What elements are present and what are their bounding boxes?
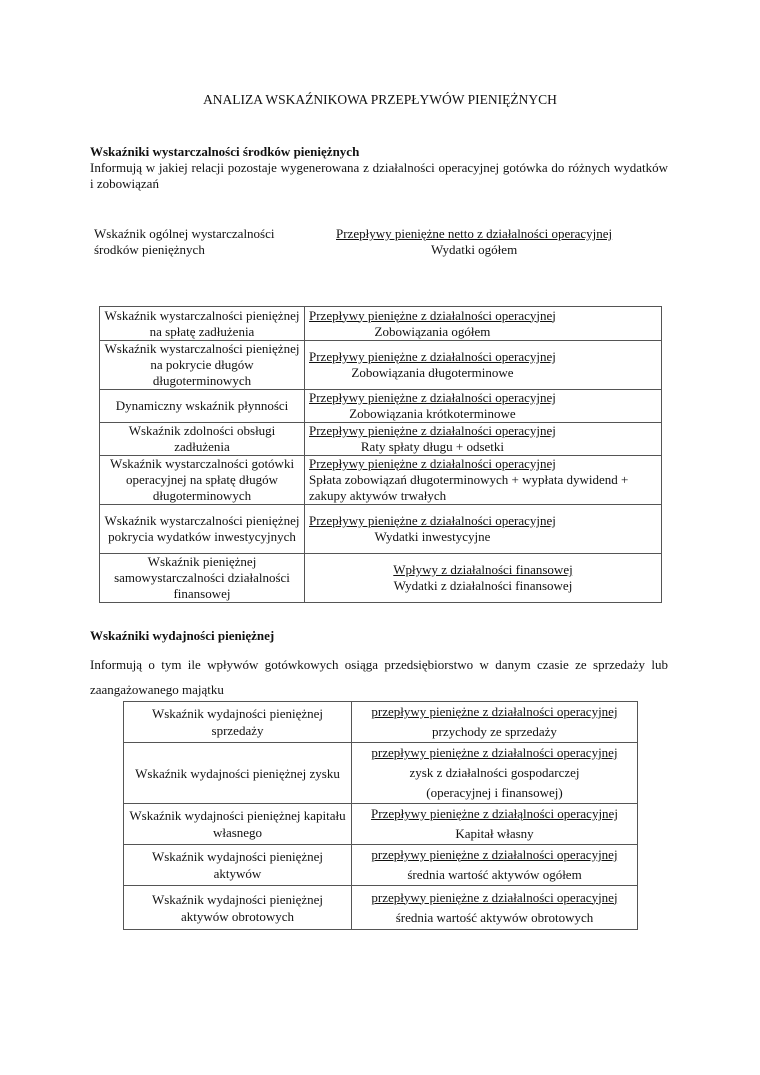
table-row xyxy=(100,456,662,505)
denominator: zysk z działalności gospodarczej (operacyjnej i finansowej) xyxy=(409,765,580,800)
formula-cell xyxy=(305,390,662,423)
formula-cell xyxy=(305,341,662,390)
numerator: Przepływy pieniężne netto z działalności operacyjnej xyxy=(336,226,613,241)
ratio-name: Wskaźnik pieniężnej samowystarczalności działalności finansowej xyxy=(100,554,305,603)
table-row xyxy=(124,804,638,845)
formula-cell xyxy=(352,845,638,886)
denominator: średnia wartość aktywów obrotowych xyxy=(395,909,594,925)
general-ratio-name-line2: środków pieniężnych xyxy=(94,242,205,257)
document-title: ANALIZA WSKAŹNIKOWA PRZEPŁYWÓW PIENIĘŻNYCH xyxy=(203,92,557,107)
table-row xyxy=(100,505,662,554)
table-row xyxy=(124,743,638,804)
ratio-name: Dynamiczny wskaźnik płynności xyxy=(100,390,305,423)
numerator: Przepływy pieniężne z działalności operacyjnej xyxy=(309,423,556,438)
denominator: Wydatki z działalności finansowej xyxy=(393,578,573,593)
numerator: Przepływy pieniężne z działalności operacyjnej xyxy=(309,349,556,364)
ratio-name: Wskaźnik wystarczalności pieniężnej na pokrycie długów długoterminowych xyxy=(100,341,305,390)
ratio-name: Wskaźnik wydajności pieniężnej aktywów xyxy=(124,845,352,886)
formula-cell xyxy=(352,804,638,845)
formula-cell xyxy=(352,743,638,804)
sufficiency-ratios-table xyxy=(99,306,662,603)
section2-heading: Wskaźniki wydajności pieniężnej xyxy=(90,628,275,643)
table-row xyxy=(124,886,638,930)
numerator: Przepływy pieniężne z działalności operacyjnej xyxy=(309,456,556,471)
table-row xyxy=(100,341,662,390)
ratio-name: Wskaźnik zdolności obsługi zadłużenia xyxy=(100,423,305,456)
general-ratio-formula xyxy=(336,226,612,258)
formula-cell xyxy=(305,456,662,505)
denominator: Kapitał własny xyxy=(455,826,534,841)
denominator: Spłata zobowiązań długoterminowych + wypłata dywidend + zakupy aktywów trwałych xyxy=(309,472,629,503)
formula-cell xyxy=(352,886,638,930)
table-row xyxy=(124,845,638,886)
denominator: Wydatki inwestycyjne xyxy=(374,529,491,544)
formula-cell xyxy=(305,423,662,456)
numerator: Przepływy pieniężne z działalności operacyjnej xyxy=(309,513,556,528)
numerator: Przepływy pieniężne z działalności operacyjnej xyxy=(309,307,556,323)
table-row xyxy=(100,390,662,423)
denominator: średnia wartość aktywów ogółem xyxy=(407,867,582,882)
section2-description: Informują o tym ile wpływów gotówkowych osiąga przedsiębiorstwo w danym czasie ze sprzedaży lub zaangażowanego majątku xyxy=(90,657,668,697)
ratio-name: Wskaźnik wystarczalności pieniężnej pokrycia wydatków inwestycyjnych xyxy=(100,505,305,554)
denominator: Zobowiązania krótkoterminowe xyxy=(349,406,516,421)
ratio-name: Wskaźnik wydajności pieniężnej kapitału własnego xyxy=(124,804,352,845)
ratio-name: Wskaźnik wystarczalności pieniężnej na spłatę zadłużenia xyxy=(100,307,305,341)
formula-cell xyxy=(305,554,662,603)
ratio-name: Wskaźnik wydajności pieniężnej sprzedaży xyxy=(124,702,352,743)
formula-cell xyxy=(305,505,662,554)
efficiency-ratios-table xyxy=(123,701,638,930)
section1-heading: Wskaźniki wystarczalności środków pieniężnych xyxy=(90,144,360,159)
table-row xyxy=(100,554,662,603)
denominator: Zobowiązania ogółem xyxy=(374,323,491,339)
table-row xyxy=(124,702,638,743)
table-row xyxy=(100,307,662,341)
numerator: przepływy pieniężne z działalności operacyjnej xyxy=(371,889,618,905)
general-ratio-name xyxy=(94,226,275,258)
formula-cell xyxy=(352,702,638,743)
denominator: Zobowiązania długoterminowe xyxy=(351,365,514,380)
ratio-name: Wskaźnik wydajności pieniężnej aktywów obrotowych xyxy=(124,886,352,930)
numerator: Wpływy z działalności finansowej xyxy=(393,562,573,577)
section1-description: Informują w jakiej relacji pozostaje wygenerowana z działalności operacyjnej gotówka do różnych wydatków i zobowiązań xyxy=(90,160,668,191)
denominator: Raty spłaty długu + odsetki xyxy=(360,439,504,454)
numerator: Przepływy pieniężne z działalności operacyjnej xyxy=(309,390,556,405)
ratio-name: Wskaźnik wydajności pieniężnej zysku xyxy=(124,743,352,804)
numerator: przepływy pieniężne z działalności operacyjnej xyxy=(371,704,618,719)
denominator: Wydatki ogółem xyxy=(430,242,518,257)
numerator: przepływy pieniężne z działalności operacyjnej xyxy=(371,847,618,862)
numerator: Przepływy pieniężne z działąlności operacyjnej xyxy=(371,806,618,821)
general-ratio-name-line1: Wskaźnik ogólnej wystarczalności xyxy=(94,226,275,241)
numerator: przepływy pieniężne z działalności operacyjnej xyxy=(371,745,618,760)
ratio-name: Wskaźnik wystarczalności gotówki operacyjnej na spłatę długów długoterminowych xyxy=(100,456,305,505)
table-row xyxy=(100,423,662,456)
formula-cell xyxy=(305,307,662,341)
denominator: przychody ze sprzedaży xyxy=(432,724,557,739)
